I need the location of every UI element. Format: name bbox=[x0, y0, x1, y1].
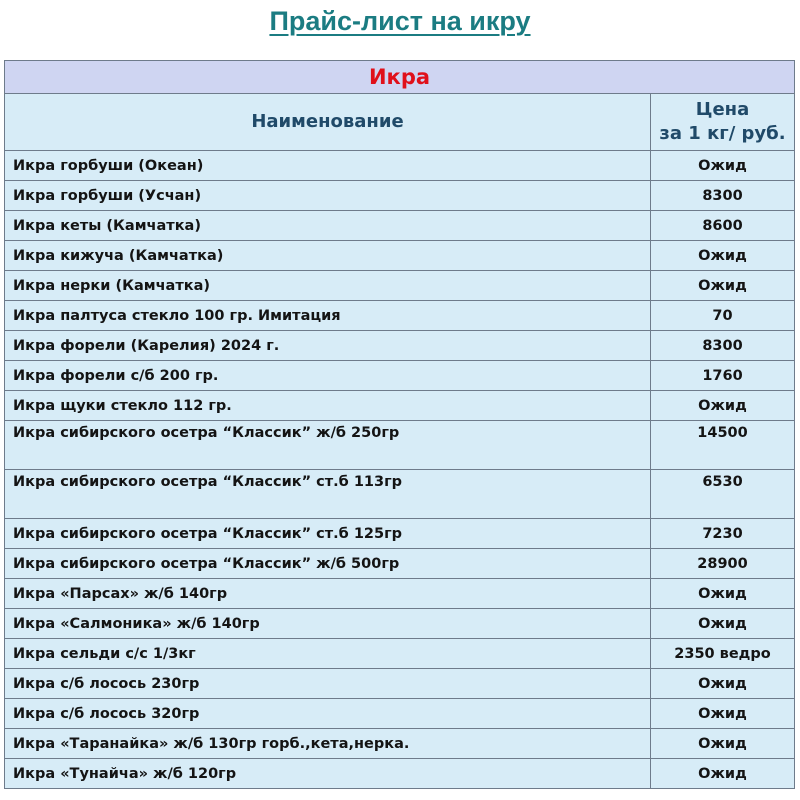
product-price: 1760 bbox=[651, 361, 795, 391]
column-header-name: Наименование bbox=[5, 94, 651, 151]
table-row bbox=[5, 759, 795, 789]
product-name: Икра с/б лосось 320гр bbox=[5, 699, 651, 729]
product-price: 8600 bbox=[651, 211, 795, 241]
product-price: 2350 ведро bbox=[651, 639, 795, 669]
price-header-line2: за 1 кг/ руб. bbox=[659, 123, 786, 144]
product-name: Икра сибирского осетра “Классик” ж/б 250гр bbox=[5, 421, 651, 470]
table-row bbox=[5, 609, 795, 639]
product-price: Ожид bbox=[651, 669, 795, 699]
product-price: 28900 bbox=[651, 549, 795, 579]
page-title: Прайс-лист на икру bbox=[269, 6, 531, 36]
product-name: Икра сибирского осетра “Классик” ж/б 500гр bbox=[5, 549, 651, 579]
table-row bbox=[5, 241, 795, 271]
product-name: Икра щуки стекло 112 гр. bbox=[5, 391, 651, 421]
table-row bbox=[5, 669, 795, 699]
table-row bbox=[5, 151, 795, 181]
product-name: Икра «Парсах» ж/б 140гр bbox=[5, 579, 651, 609]
product-name: Икра сибирского осетра “Классик” ст.б 125гр bbox=[5, 519, 651, 549]
table-row bbox=[5, 331, 795, 361]
table-row bbox=[5, 470, 795, 519]
product-price: Ожид bbox=[651, 579, 795, 609]
table-row bbox=[5, 181, 795, 211]
section-title: Икра bbox=[5, 61, 795, 94]
table-row bbox=[5, 361, 795, 391]
table-row bbox=[5, 699, 795, 729]
price-header-line1: Цена bbox=[695, 99, 750, 120]
table-row bbox=[5, 729, 795, 759]
product-price: 8300 bbox=[651, 331, 795, 361]
product-name: Икра горбуши (Океан) bbox=[5, 151, 651, 181]
table-row bbox=[5, 579, 795, 609]
table-row bbox=[5, 639, 795, 669]
section-header-row bbox=[5, 61, 795, 94]
product-name: Икра кижуча (Камчатка) bbox=[5, 241, 651, 271]
product-price: Ожид bbox=[651, 241, 795, 271]
product-price: Ожид bbox=[651, 759, 795, 789]
table-row bbox=[5, 549, 795, 579]
table-row bbox=[5, 301, 795, 331]
product-name: Икра форели с/б 200 гр. bbox=[5, 361, 651, 391]
product-name: Икра форели (Карелия) 2024 г. bbox=[5, 331, 651, 361]
product-name: Икра «Салмоника» ж/б 140гр bbox=[5, 609, 651, 639]
product-price: Ожид bbox=[651, 699, 795, 729]
product-price: 70 bbox=[651, 301, 795, 331]
product-price: Ожид bbox=[651, 609, 795, 639]
product-name: Икра сибирского осетра “Классик” ст.б 113гр bbox=[5, 470, 651, 519]
product-name: Икра «Таранайка» ж/б 130гр горб.,кета,нерка. bbox=[5, 729, 651, 759]
column-header-price bbox=[651, 94, 795, 151]
price-table bbox=[4, 60, 795, 789]
column-header-row bbox=[5, 94, 795, 151]
product-price: 14500 bbox=[651, 421, 795, 470]
table-row bbox=[5, 211, 795, 241]
product-name: Икра с/б лосось 230гр bbox=[5, 669, 651, 699]
product-name: Икра «Тунайча» ж/б 120гр bbox=[5, 759, 651, 789]
product-price: Ожид bbox=[651, 151, 795, 181]
product-price: Ожид bbox=[651, 271, 795, 301]
product-price: 6530 bbox=[651, 470, 795, 519]
product-price: Ожид bbox=[651, 391, 795, 421]
product-name: Икра сельди с/с 1/3кг bbox=[5, 639, 651, 669]
product-price: Ожид bbox=[651, 729, 795, 759]
product-price: 8300 bbox=[651, 181, 795, 211]
table-row bbox=[5, 271, 795, 301]
table-row bbox=[5, 421, 795, 470]
product-name: Икра горбуши (Усчан) bbox=[5, 181, 651, 211]
product-price: 7230 bbox=[651, 519, 795, 549]
product-name: Икра нерки (Камчатка) bbox=[5, 271, 651, 301]
product-name: Икра палтуса стекло 100 гр. Имитация bbox=[5, 301, 651, 331]
table-row bbox=[5, 519, 795, 549]
table-row bbox=[5, 391, 795, 421]
product-name: Икра кеты (Камчатка) bbox=[5, 211, 651, 241]
